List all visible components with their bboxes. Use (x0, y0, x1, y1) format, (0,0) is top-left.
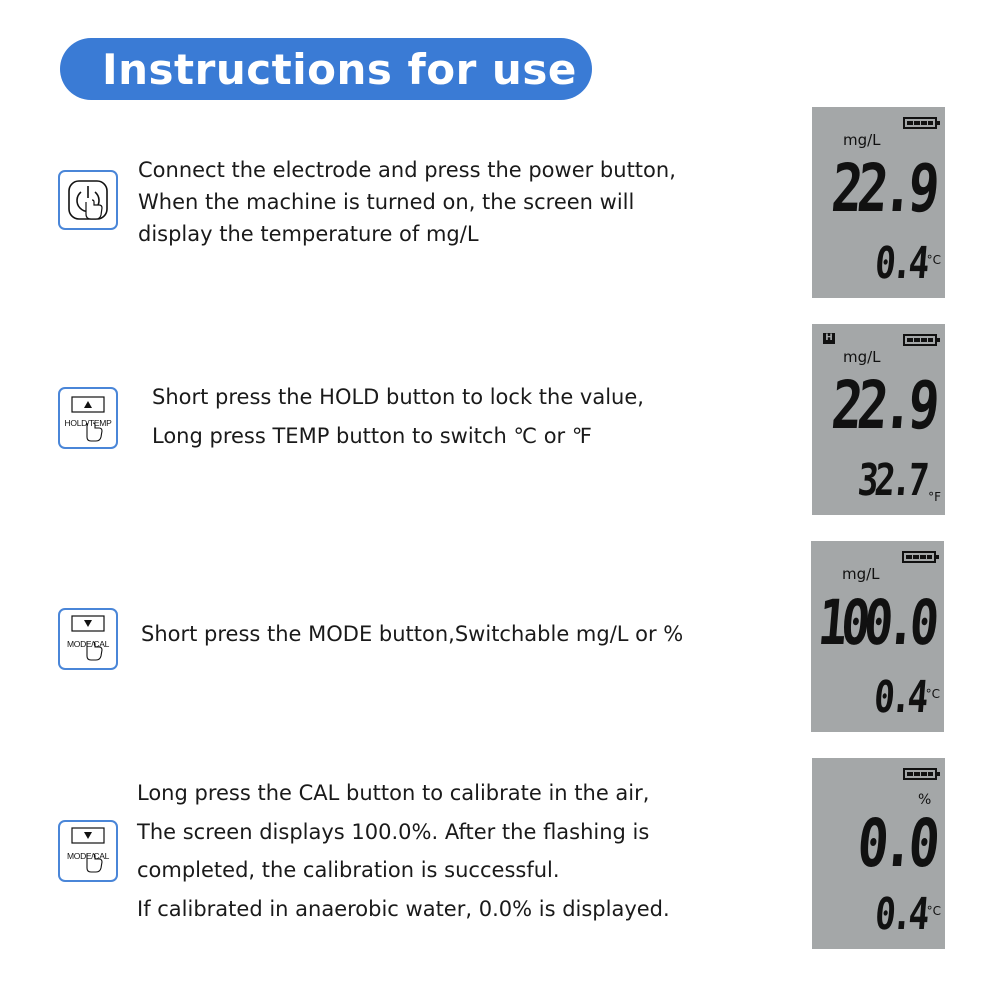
lcd-sub-value: 0.4 (872, 889, 928, 940)
lcd-main-value: 0.0 (854, 805, 938, 882)
mode-cal-button-icon (58, 820, 118, 882)
lcd-unit: mg/L (843, 348, 881, 366)
battery-icon (903, 334, 937, 346)
lcd-display-2 (812, 324, 945, 515)
text-line: Short press the MODE button,Switchable mg/L or % (141, 622, 684, 646)
lcd-display-4 (812, 758, 945, 949)
lcd-unit: % (918, 792, 932, 808)
text-line: If calibrated in anaerobic water, 0.0% is displayed. (137, 896, 670, 921)
hold-temp-button-icon (58, 387, 118, 449)
button-label: MODE/CAL (67, 851, 109, 861)
button-label: MODE/CAL (67, 639, 109, 649)
lcd-sub-value: 32.7 (855, 455, 928, 506)
battery-icon (903, 117, 937, 129)
lcd-temp-unit: °F (928, 490, 941, 504)
mode-cal-button-icon (58, 608, 118, 670)
lcd-display-3 (811, 541, 944, 732)
lcd-main-value: 100.0 (815, 586, 937, 659)
lcd-sub-value: 0.4 (871, 672, 927, 723)
battery-icon (902, 551, 936, 563)
lcd-unit: mg/L (843, 131, 881, 149)
power-button-icon (58, 170, 118, 230)
step-4-text (137, 774, 670, 928)
lcd-temp-unit: °C (926, 904, 941, 918)
text-line: Connect the electrode and press the power button, (138, 158, 676, 182)
hold-indicator: H (823, 333, 835, 344)
text-line: Short press the HOLD button to lock the value, (152, 385, 644, 409)
text-line: display the temperature of mg/L (138, 222, 479, 246)
lcd-temp-unit: °C (926, 253, 941, 267)
battery-icon (903, 768, 937, 780)
text-line: completed, the calibration is successful. (137, 858, 560, 882)
text-line: The screen displays 100.0%. After the flashing is (137, 819, 650, 844)
lcd-display-1 (812, 107, 945, 298)
button-label: HOLD/TEMP (64, 418, 112, 428)
page-title: Instructions for use (102, 44, 577, 94)
text-line: Long press the CAL button to calibrate in the air, (137, 781, 650, 805)
lcd-sub-value: 0.4 (872, 238, 928, 289)
text-line: Long press TEMP button to switch ℃ or ℉ (152, 423, 592, 448)
step-3-text (141, 618, 683, 650)
lcd-main-value: 22.9 (828, 150, 938, 227)
lcd-unit: mg/L (842, 565, 880, 583)
step-1-text (138, 154, 676, 250)
title-banner (60, 38, 592, 100)
text-line: When the machine is turned on, the screen will (138, 190, 635, 214)
step-2-text (152, 378, 644, 455)
lcd-main-value: 22.9 (828, 367, 938, 444)
lcd-temp-unit: °C (925, 687, 940, 701)
